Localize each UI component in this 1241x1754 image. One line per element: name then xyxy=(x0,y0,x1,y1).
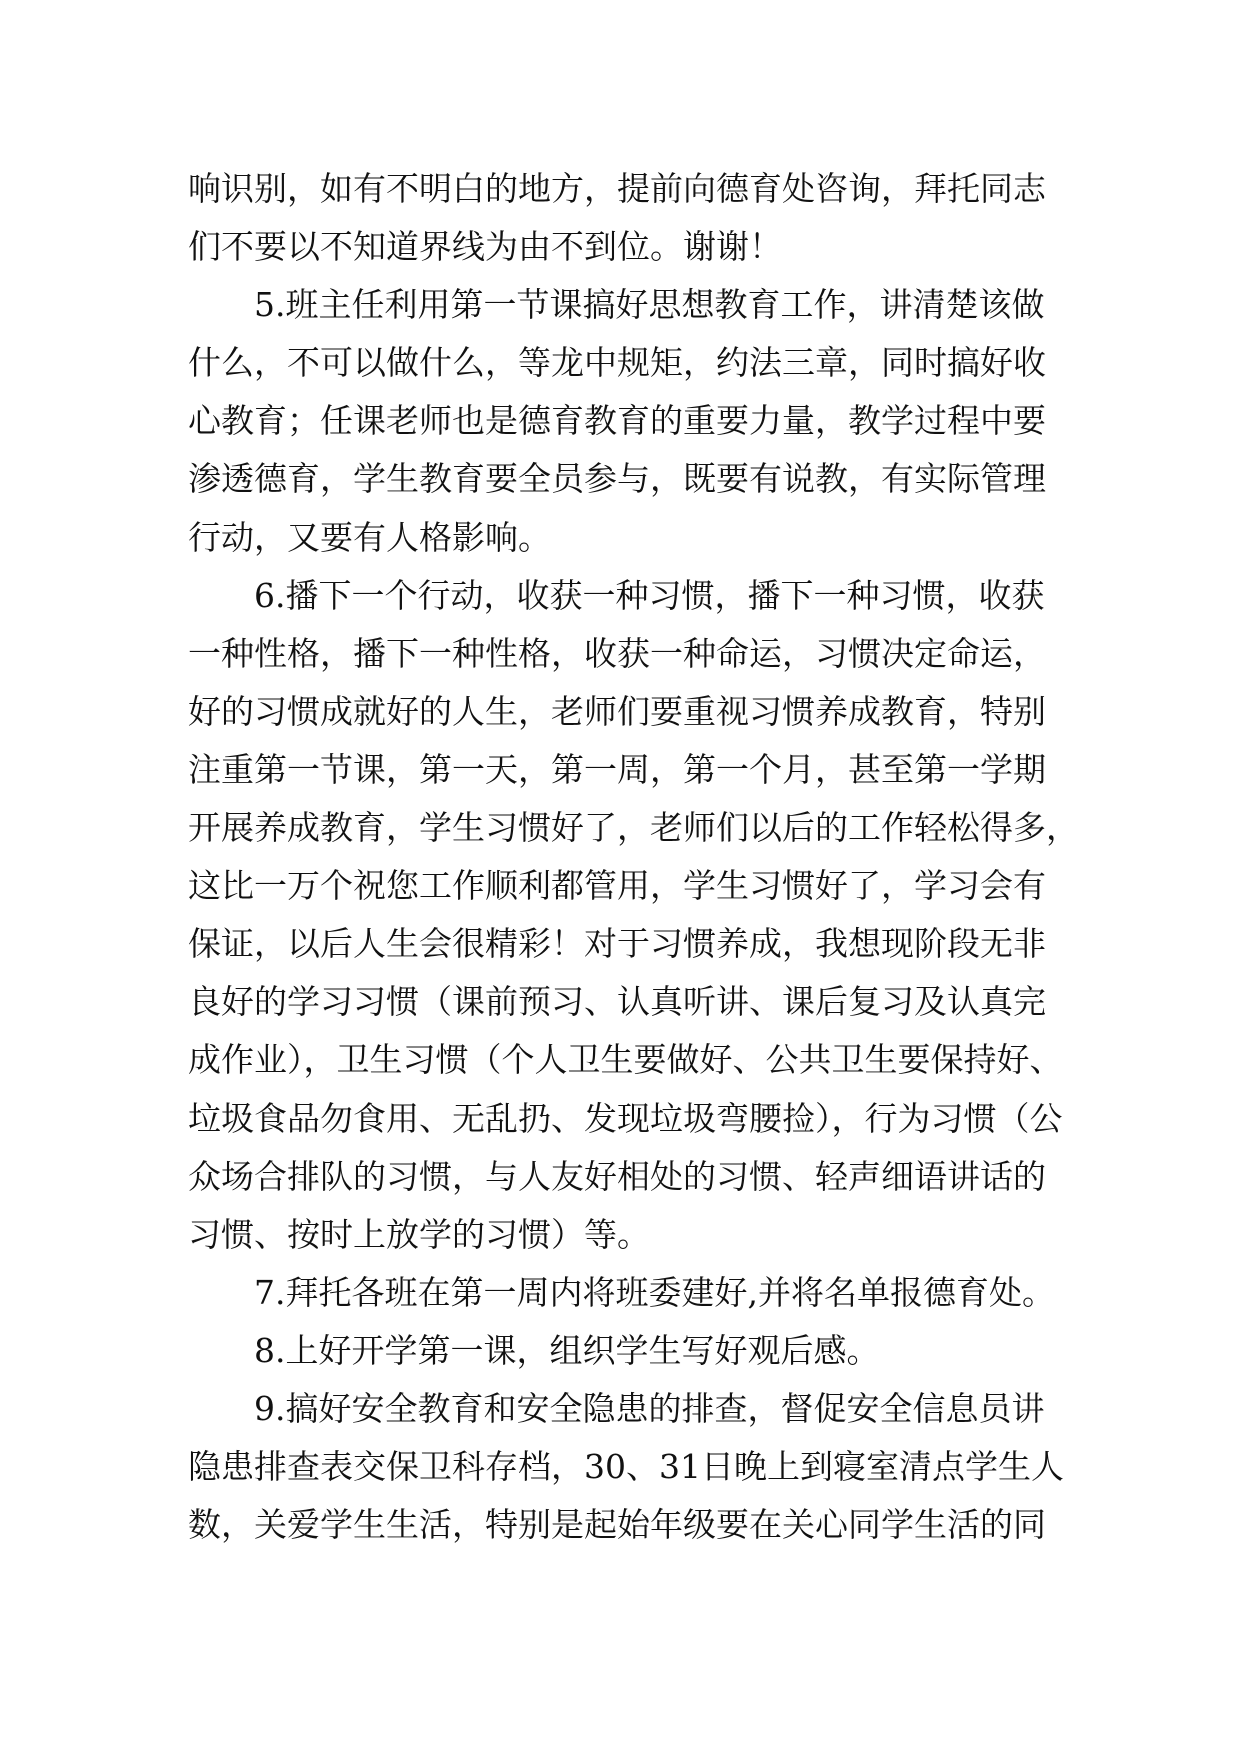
text-line: 习惯、按时上放学的习惯）等。 xyxy=(188,1214,650,1254)
text-line: 6.播下一个行动，收获一种习惯，播下一种习惯，收获 xyxy=(254,575,1045,615)
text-line: 心教育；任课老师也是德育教育的重要力量，教学过程中要 xyxy=(188,401,1046,441)
text-line: 9.搞好安全教育和安全隐患的排查，督促安全信息员讲 xyxy=(254,1388,1045,1428)
text-line: 隐患排查表交保卫科存档，30、31日晚上到寝室清点学生人 xyxy=(188,1447,1064,1487)
text-line: 7.拜托各班在第一周内将班委建好,并将名单报德育处。 xyxy=(254,1272,1055,1312)
text-line: 好的习惯成就好的人生，老师们要重视习惯养成教育，特别 xyxy=(188,691,1046,731)
text-line: 8.上好开学第一课，组织学生写好观后感。 xyxy=(254,1330,880,1370)
text-line: 们不要以不知道界线为由不到位。谢谢！ xyxy=(188,227,782,267)
text-line: 众场合排队的习惯，与人友好相处的习惯、轻声细语讲话的 xyxy=(188,1156,1046,1196)
text-line: 数，关爱学生生活，特别是起始年级要在关心同学生活的同 xyxy=(188,1505,1046,1545)
text-line: 一种性格，播下一种性格，收获一种命运，习惯决定命运， xyxy=(188,633,1046,673)
text-line: 这比一万个祝您工作顺利都管用，学生习惯好了，学习会有 xyxy=(188,866,1046,906)
text-line: 行动，又要有人格影响。 xyxy=(188,517,551,557)
text-line: 什么，不可以做什么，等龙中规矩，约法三章，同时搞好收 xyxy=(188,343,1046,383)
text-line: 5.班主任利用第一节课搞好思想教育工作，讲清楚该做 xyxy=(254,285,1045,325)
document-body xyxy=(188,160,1079,1554)
text-line: 成作业），卫生习惯（个人卫生要做好、公共卫生要保持好、 xyxy=(188,1040,1063,1080)
text-line: 保证，以后人生会很精彩！对于习惯养成，我想现阶段无非 xyxy=(188,924,1046,964)
text-line: 良好的学习习惯（课前预习、认真听讲、课后复习及认真完 xyxy=(188,982,1046,1022)
text-line: 响识别，如有不明白的地方，提前向德育处咨询，拜托同志 xyxy=(188,169,1046,208)
text-line: 渗透德育，学生教育要全员参与，既要有说教，有实际管理 xyxy=(188,459,1046,499)
text-line: 开展养成教育，学生习惯好了，老师们以后的工作轻松得多， xyxy=(188,808,1079,848)
text-line: 垃圾食品勿食用、无乱扔、发现垃圾弯腰捡），行为习惯（公 xyxy=(188,1098,1063,1138)
text-line: 注重第一节课，第一天，第一周，第一个月，甚至第一学期 xyxy=(188,749,1046,789)
